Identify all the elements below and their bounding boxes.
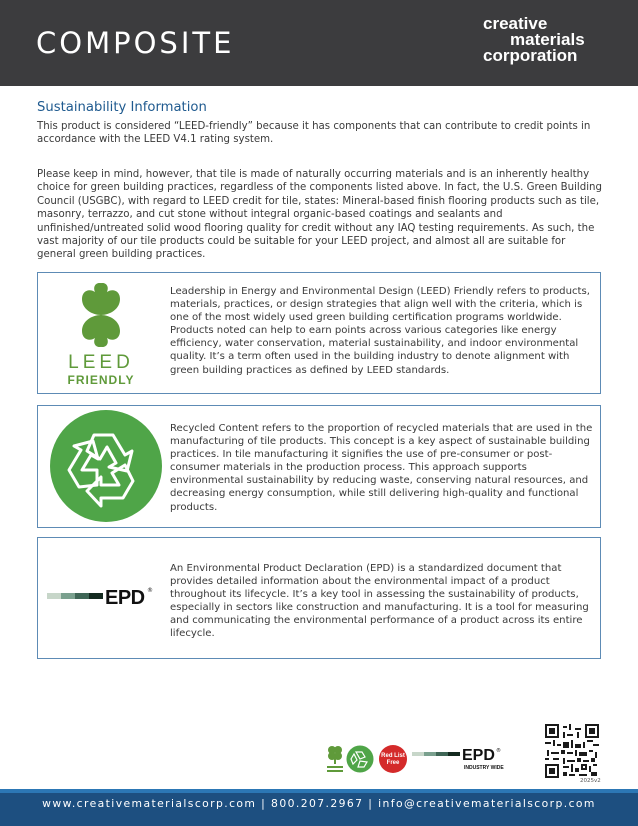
epd-logo-word: EPD: [105, 587, 145, 609]
redlist-line-2: Free: [386, 759, 400, 766]
leed-description: Leadership in Energy and Environmental Design (LEED) Friendly refers to products, materials, practices, or design strategies that align well with the criteria, which is one of the most widely used green building certification programs worldwide. Products noted can help to earn points across various categories like energy efficiency, water conservation, material sustainability, and indoor environmental quality. It’s a term often used in the building industry to denote alignment with green building practices as defined by LEED standards.: [170, 286, 590, 376]
leed-info-box: [37, 272, 601, 394]
epd-industry-wide-icon: [412, 748, 512, 774]
detail-paragraph: Please keep in mind, however, that tile is made of naturally occurring materials and is an inherently healthy choice for green building practices, regardless of the components listed above. In fact, the U.S. Green Building Council (USGBC), with regard to LEED credit for tile, states: Mineral-based finish flooring products such as tile, masonry, terrazzo, and cut stone without integral organic-based coatings and sealants and unfinished/untreated solid wood flooring quality for credit without any IAQ testing requirements. As such, the vast majority of our tile products could be suitable for your LEED project, and almost all are suitable for general green building practices.: [37, 169, 602, 261]
recycle-mini-icon: [346, 745, 374, 773]
epd-registered-mark: ®: [147, 587, 153, 594]
redlist-line-1: Red List: [381, 753, 405, 759]
qr-code-icon: [545, 724, 599, 778]
certification-logo-strip: [326, 740, 526, 780]
version-label: 2025v2: [580, 778, 601, 784]
leed-logo-word: LEED: [68, 352, 134, 373]
red-list-free-icon: [379, 745, 407, 773]
leed-friendly-logo: [62, 281, 140, 385]
leed-clover-icon: [62, 281, 140, 353]
brand-line-3: corporation: [483, 46, 578, 65]
product-title: COMPOSITE: [36, 26, 235, 60]
header-banner: [0, 0, 638, 86]
epd-description: An Environmental Product Declaration (EPD) is a standardized document that provides detailed information about the environmental impact of a product throughout its lifecycle. It’s a key tool in assessing the sustainability of products, especially in sectors like construction and manufacturing. It is a tool for measuring and communicating the environmental performance of a product across its entire lifecycle.: [170, 563, 589, 640]
mini-epd-reg: ®: [496, 748, 501, 754]
mini-epd-word: EPD: [462, 747, 495, 764]
mini-epd-sub: INDUSTRY WIDE: [464, 765, 504, 771]
leed-logo-sub: FRIENDLY: [67, 373, 135, 387]
epd-logo-icon: [47, 587, 153, 611]
brand-line-2: materials: [510, 30, 585, 49]
intro-paragraph: This product is considered “LEED-friendly” because it has components that can contribute to credit points in accordance with the LEED V4.1 rating system.: [37, 121, 591, 146]
epd-info-box: [37, 537, 601, 659]
recycle-icon: [49, 409, 163, 523]
epd-color-bars: [47, 593, 103, 599]
brand-line-1: creative: [483, 14, 548, 33]
recycled-content-box: [37, 405, 601, 528]
section-title: Sustainability Information: [37, 100, 207, 115]
footer-contact: www.creativematerialscorp.com | 800.207.2967 | info@creativematerialscorp.com: [42, 797, 596, 810]
recycled-content-description: Recycled Content refers to the proportion of recycled materials that are used in the manufacturing of tile products. This concept is a key aspect of sustainable building practices. In tile manufacturing it signifies the use of pre-consumer or post-consumer materials in the production process. This approach supports environmental sustainability by reducing waste, conserving natural resources, and decreasing energy consumption, while still delivering high-quality and functional products.: [170, 423, 593, 513]
leed-clover-mini-icon: [326, 744, 344, 774]
brand-logo: [483, 16, 613, 64]
